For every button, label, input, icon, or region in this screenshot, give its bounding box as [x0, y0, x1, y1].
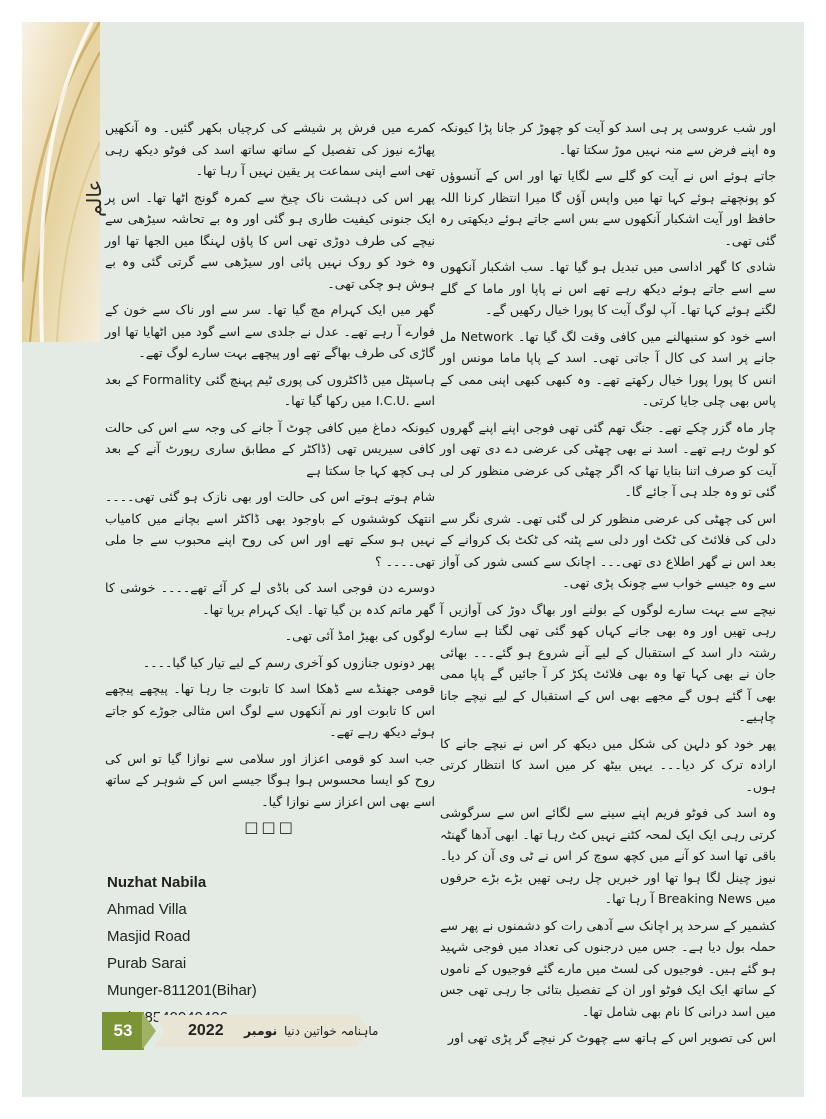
- address-line: Munger-811201(Bihar): [107, 982, 257, 999]
- paragraph: پھر خود کو دلہن کی شکل میں دیکھ کر اس نے نیچے جانے کا ارادہ ترک کر دیا۔۔۔ یہیں بیٹھ کر میں اسد کا انتظار کرتی ہوں۔: [440, 735, 776, 794]
- address-line: Purab Sarai: [107, 955, 187, 972]
- page-number: 53: [102, 1012, 144, 1050]
- address-line: Ahmad Villa: [107, 901, 187, 918]
- footer-arrow-icon: [142, 1012, 156, 1050]
- paragraph: اس کی چھٹی کی عرضی منظور کر لی گئی تھی۔ شری نگر سے دلی کی فلائٹ کی ٹکٹ اور دلی سے پٹنہ کی ٹکٹ بک کروانے کے بعد اس نے گھر اطلاع دی تھی۔۔۔ اچانک سے کسی شور کی آواز سے وہ جیسے خواب سے چونک پڑی تھی۔: [440, 510, 776, 590]
- end-separator: □□□: [244, 818, 296, 836]
- paragraph: جب اسد کو قومی اعزاز اور سلامی سے نوازا گیا تو اس کی روح کو ایسا محسوس ہوا ہوگا جیسے اس کے شوہر کے ساتھ اسے بھی اس اعزاز سے نوازا گیا۔: [105, 750, 435, 809]
- paragraph: شام ہوتے ہوتے اس کی حالت اور بھی نازک ہو گئی تھی۔۔۔۔ انتھک کوششوں کے باوجود بھی ڈاکٹر اسے بچانے میں کامیاب نہیں ہو سکے تھے اور اس کی روح اپنے محبوب سے جا ملی تھی۔۔۔۔ ؟: [105, 489, 435, 569]
- paragraph: قومی جھنڈے سے ڈھکا اسد کا تابوت جا رہا تھا۔ پیچھے پیچھے اس کا تابوت اور نم آنکھوں سے لوگ اس مثالی جوڑے کو جاتے ہوئے دیکھ رہے تھے۔: [105, 681, 435, 739]
- paragraph: اس کی تصویر اس کے ہاتھ سے چھوٹ کر نیچے گر پڑی تھی اور: [447, 1030, 776, 1045]
- author-name: Nuzhat Nabila: [107, 874, 207, 891]
- issue-month: نومبر: [244, 1023, 278, 1038]
- author-address: [107, 869, 367, 1031]
- paragraph: اسے خود کو سنبھالنے میں کافی وقت لگ گیا تھا۔ Network مل جانے پر اسد کی کال آ جاتی تھی۔ اسد کے پاپا ماما مونس اور انس کا پورا پورا خیال رکھتے تھے۔ وہ کبھی کبھی اپنی ممی کے پاس بھی چلی جایا کرتی۔: [440, 328, 776, 408]
- paragraph: نیچے سے بہت سارے لوگوں کے بولنے اور بھاگ دوڑ کی آوازیں آ رہی تھیں اور وہ بھی جانے کہاں کھو گئی تھی لگتا ہے سارے رشتہ دار اسد کے استقبال کے لیے آنے شروع ہو گئے۔۔۔ بھائی جان نے بھی کہا تھا وہ بھی فلائٹ پکڑ کر آ جائیں گے پاپا ممی بھی آ گئے ہوں گے مجھے بھی اس کے استقبال کے لیے نیچے جانا چاہیے۔: [440, 601, 776, 724]
- paragraph: وہ اسد کی فوٹو فریم اپنے سینے سے لگائے اس سے سرگوشی کرتی رہی ایک ایک لمحہ کٹنے نہیں کٹ رہا تھا۔ ابھی آدھا گھنٹہ باقی تھا اسد کو آنے میں کچھ سوچ کر اس نے ٹی وی آن کر دیا۔ نیوز چینل لگا ہوا تھا اور خبریں چل رہی تھیں بڑے بڑے حرفوں میں Breaking News آ رہا تھا۔: [440, 805, 776, 906]
- paragraph: دوسرے دن فوجی اسد کی باڈی لے کر آئے تھے۔۔۔۔ خوشی کا گھر ماتم کدہ بن گیا تھا۔ ایک کہرام برپا تھا۔: [105, 580, 435, 617]
- issue-year: 2022: [188, 1022, 224, 1039]
- paragraph: چار ماہ گزر چکے تھے۔ جنگ تھم گئی تھی فوجی اپنے اپنے گھروں کو لوٹ رہے تھے۔ اسد نے بھی چھٹی کی عرضی دے دی تھی اور آیت کو صرف اتنا بتایا تھا کہ اگر چھٹی کی عرضی منظور کر لی گئی تو وہ جلد ہی آ جائے گا۔: [440, 419, 776, 499]
- paragraph: کشمیر کے سرحد پر اچانک سے آدھی رات کو دشمنوں نے پھر سے حملہ بول دیا ہے۔ جس میں درجنوں کی تعداد میں فوجی شہید ہو گئے ہیں۔ فوجیوں کی لسٹ میں مارے گئے فوجیوں کے ناموں کے ساتھ ایک ایک فوٹو اور ان کے تفصیل بتائی جا رہی تھی جس میں اسد درانی کا نام بھی شامل تھا۔: [440, 917, 776, 1019]
- paragraph: گھر میں ایک کہرام مچ گیا تھا۔ سر سے اور ناک سے خون کے فوارے آ رہے تھے۔ عدل نے جلدی سے اسے گود میں اٹھایا تھا اور گاڑی کی طرف بھاگے تھے اور پیچھے بہت سارے لوگ تھے۔: [105, 302, 435, 360]
- paragraph: پھر اس کی دہشت ناک چیخ سے کمرہ گونج اٹھا تھا۔ اس پر ایک جنونی کیفیت طاری ہو گئی اور وہ بے تحاشہ سیڑھی سے نیچے کی طرف دوڑی تھی اس کا پاؤں لہنگا میں الجھا تھا اور وہ خود کو روک نہیں پائی اور سیڑھی سے گرتی گئی وہ بے ہوش ہو چکی تھی۔: [105, 189, 435, 291]
- magazine-page: [22, 22, 804, 1097]
- paragraph: لوگوں کی بھیڑ امڈ آئی تھی۔: [284, 628, 435, 643]
- paragraph: جاتے ہوئے اس نے آیت کو گلے سے لگایا تھا اور اس کے آنسوؤں کو پونچھتے ہوئے کہا تھا میں واپس آؤں گا میرا انتظار کرنا اللہ حافظ اور آیت اشکبار آنکھوں سے بس اسے جاتے ہوئے دیکھتی رہ گئی تھی۔: [440, 168, 776, 248]
- page-footer: [102, 1012, 382, 1050]
- paragraph: شادی کا گھر اداسی میں تبدیل ہو گیا تھا۔ سب اشکبار آنکھوں سے اسے جاتے ہوئے دیکھ رہے تھے اس نے پاپا اور ماما کے گلے لگتے ہوئے کہا تھا۔ آپ لوگ آیت کا پورا خیال رکھیں گے۔: [440, 259, 776, 317]
- magazine-name: ماہنامہ خواتین دنیا: [284, 1024, 379, 1038]
- left-column: [105, 117, 435, 849]
- paragraph: کیونکہ دماغ میں کافی چوٹ آ جانے کی وجہ سے اس کی حالت کافی سیریس تھی (ڈاکٹر کے مطابق ساری رپورٹ آنے کے بعد ہی کچھ کہا جا سکتا ہے: [105, 419, 435, 478]
- side-title: عالم: [82, 179, 106, 217]
- address-line: Masjid Road: [107, 928, 191, 945]
- paragraph: ہاسپٹل میں ڈاکٹروں کی پوری ٹیم پہنچ گئی Formality کے بعد اسے .I.C.U میں رکھا گیا تھا۔: [105, 371, 435, 408]
- paragraph: پھر دونوں جنازوں کو آخری رسم کے لیے تیار کیا گیا۔۔۔۔: [142, 654, 435, 670]
- paragraph: کمرے میں فرش پر شیشے کی کرچیاں بکھر گئیں۔ وہ آنکھیں پھاڑے نیوز کی تفصیل کے ساتھ ساتھ اسد کی فوٹو دیکھ رہی تھی اسے اپنی سماعت پر یقین نہیں آ رہا تھا۔: [105, 120, 435, 178]
- paragraph: اور شب عروسی پر ہی اسد کو آیت کو چھوڑ کر جانا پڑا کیونکہ وہ اپنے فرض سے منہ نہیں موڑ سکتا تھا۔: [440, 120, 776, 157]
- right-column: [440, 117, 776, 1054]
